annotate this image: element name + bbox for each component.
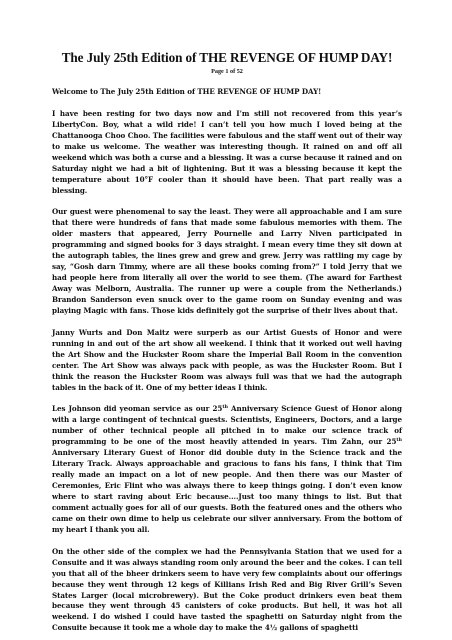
paragraph-text: Janny Wurts and Don Maitz were surperb as our Artist Guests of Honor and were running in and out of the art show all weekend. I think that it worked out well having the Art Show and the Huckster Room share the Imperial Ball Room in the convention center. The Art Show was always pack with people, as was the Huckster Room. But I think the reason the Huckster Room was always full was that we had the autograph tables in the back of it. One of my better ideas I think. xyxy=(52,327,402,392)
paragraph-text: Les Johnson did yeoman service as our 25 xyxy=(52,404,223,414)
paragraph-text: Anniversary Science Guest of Honor along with a large contingent of technical guests. Scientists, Engineers, Doctors, and a large number of other technical people all pitched in to make our science track of programming to be one of the most heavily attended in years. Tim Zahn, our 25 xyxy=(52,404,402,447)
paragraph-consuite xyxy=(52,547,402,635)
paragraph-artists xyxy=(52,328,402,394)
paragraph-text: On the other side of the complex we had the Pennsylvania Station that we used for a Consuite and it was always standing room only around the beer and the cokes. I can tell you that all of the bheer drinkers seem to have very few complaints about our offerings because they went through 12 kegs of Killians Irish Red and Big River Grill’s Seven States Larger (local microbrewery). But the Coke product drinkers even beat them because they went through 45 canisters of coke products. But hell, it was hot all weekend. I do wished I could have tasted the spaghetti on Saturday night from the Consuite because it took me a whole day to make the 4½ gallons of spaghetti xyxy=(52,546,402,633)
paragraph-libertycon xyxy=(52,109,402,197)
paragraph-text: Our guest were phenomenal to say the least. They were all approachable and I am sure that there were hundreds of fans that made some fabulous memories with them. The older masters that appeared, Jerry Pournelle and Larry Niven participated in programming and signed books for 3 days straight. I mean every time they sit down at the autograph tables, the lines grew and grew and grew. Jerry was rattling my cage by say, “Gosh darn Timmy, where are all these books coming from?” I told Jerry that we had people here from literally all over the world to see them. (The award for Farthest Away was Melborn, Australia. The runner up were a couple from the Netherlands.) Brandon Sanderson even snuck over to the game room on Sunday evening and was playing Magic with fans. Those kids definitely got the surprise of their lives about that. xyxy=(52,207,402,315)
paragraph-science-guests xyxy=(52,404,402,535)
paragraph-text: Anniversary Literary Guest of Honor did double duty in the Science track and the Literary Track. Always approachable and gracious to fans his fans, I think that Tim really made an impact on a lot of new people. And then there was our Master of Ceremonies, Eric Flint who was always there to keep things going. I don’t even know where to start raving about Eric because....Just too many things to list. But that comment actually goes for all of our guests. Both the featured ones and the others who came on their own dime to help us celebrate our silver anniversary. From the bottom of my heart I thank you all. xyxy=(52,448,402,534)
document-title: The July 25th Edition of THE REVENGE OF HUMP DAY! xyxy=(61,50,393,65)
page-number: Page 1 of 52 xyxy=(211,68,243,75)
paragraph-guests xyxy=(52,207,402,317)
document-body xyxy=(52,87,402,634)
ordinal-suffix: th xyxy=(396,437,402,444)
intro-line: Welcome to The July 25th Edition of THE REVENGE OF HUMP DAY! xyxy=(52,87,322,96)
paragraph-text: I have been resting for two days now and I’m still not recovered from this year’s LibertyCon. Boy, what a wild ride! I can’t tell you how much I loved being at the Chattanooga Choo Choo. The facilities were fabulous and the staff went out of their way to make us welcome. The weather was interesting though. It rained on and off all weekend which was both a curse and a blessing. It was a curse because it rained and on Saturday night we had a bit of lightening. But it was a blessing because it kept the temperature about 10°F cooler than it should have been. That part really was a blessing. xyxy=(52,108,402,195)
ordinal-suffix: th xyxy=(222,404,228,411)
